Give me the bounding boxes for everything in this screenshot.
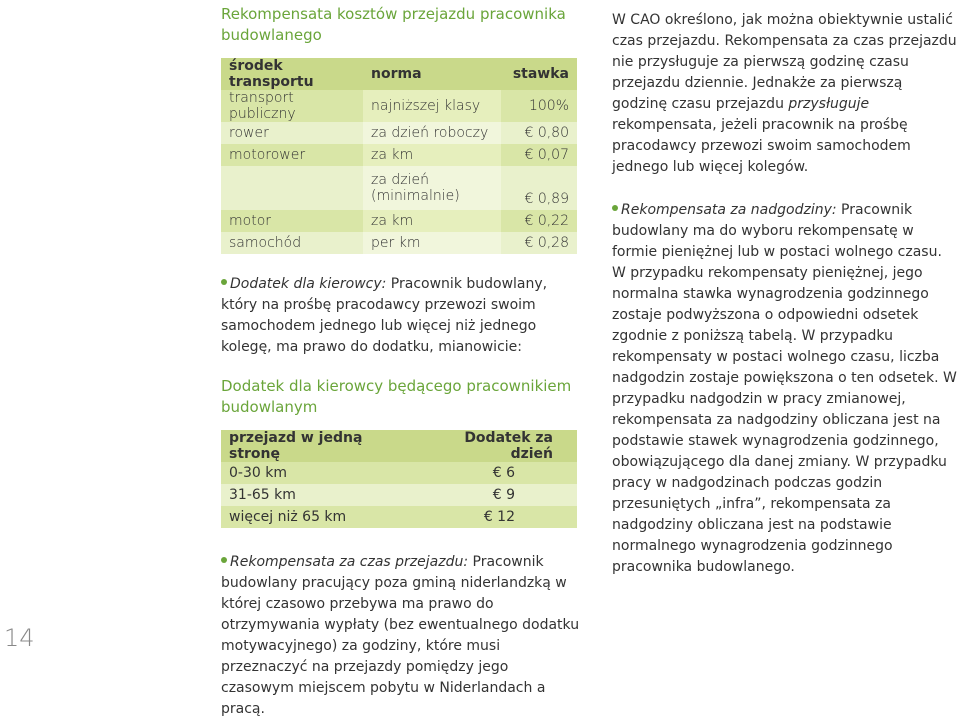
- right-column: [612, 10, 957, 578]
- table-cell: [221, 166, 363, 210]
- table-row: [221, 232, 577, 254]
- driver-bonus-text: Pracownik budowlany, który na prośbę pracodawcy przewozi swoim samochodem jednego lub więcej niż jednego kolegę, ma prawo do dodatku, mianowicie:: [221, 276, 548, 355]
- bullet-icon: [221, 557, 227, 563]
- table-cell: 31-65 km: [221, 484, 421, 506]
- cao-text-b: rekompensata, jeżeli pracownik na prośbę pracodawcy przewozi swoim samochodem jednego lub więcej kolegów.: [612, 117, 911, 175]
- page-number: 14: [4, 624, 35, 652]
- table-cell: więcej niż 65 km: [221, 506, 421, 528]
- travel-time-lead: Rekompensata za czas przejazdu:: [230, 554, 469, 570]
- header-cell: środek transportu: [221, 58, 363, 90]
- table-header-row: [221, 430, 577, 462]
- travel-time-paragraph: [221, 552, 581, 720]
- table-cell: € 0,89: [501, 166, 577, 210]
- table-cell: za km: [363, 210, 501, 232]
- table-cell: € 6: [421, 462, 577, 484]
- table-cell: samochód: [221, 232, 363, 254]
- overtime-text: Pracownik budowlany ma do wyboru rekompensatę w formie pieniężnej lub w postaci wolnego czasu. W przypadku rekompensaty pieniężnej, jego normalna stawka wynagrodzenia godzinnego zostaje podwyższona o odpowiedni odsetek zgodnie z poniższą tabelą. W przypadku rekompensaty w postaci wolnego czasu, liczba nadgodzin zostaje powiększona o ten odsetek. W przypadku nadgodzin w pracy zmianowej, rekompensata za nadgodziny obliczana jest na podstawie stawek wynagrodzenia godzinnego, obowiązującego dla danej zmiany. W przypadku pracy w nadgodzinach podczas godzin przesuniętych „infra”, rekompensata za nadgodziny obliczana jest na podstawie normalnego wynagrodzenia godzinnego pracownika budowlanego.: [612, 202, 957, 575]
- table-cell: € 0,80: [501, 122, 577, 144]
- driver-bonus-paragraph: [221, 274, 581, 358]
- header-cell: Dodatek za dzień: [421, 430, 577, 462]
- cao-paragraph: [612, 10, 957, 178]
- table-row: [221, 210, 577, 232]
- bullet-icon: [612, 205, 618, 211]
- table-cell: za dzień roboczy: [363, 122, 501, 144]
- table-cell: motor: [221, 210, 363, 232]
- table-cell: najniższej klasy: [363, 90, 501, 122]
- cao-text-emphasis: przysługuje: [788, 96, 870, 112]
- table-row: [221, 90, 577, 122]
- table-row: [221, 166, 577, 210]
- transport-rate-table: [221, 58, 577, 254]
- table-header-row: [221, 58, 577, 90]
- table-cell: € 9: [421, 484, 577, 506]
- table-cell: € 0,07: [501, 144, 577, 166]
- table-cell: 0-30 km: [221, 462, 421, 484]
- table-row: [221, 144, 577, 166]
- table-cell: za km: [363, 144, 501, 166]
- overtime-lead: Rekompensata za nadgodziny:: [621, 202, 837, 218]
- travel-time-text: Pracownik budowlany pracujący poza gminą niderlandzką w której czasowo przebywa ma prawo do otrzymywania wypłaty (bez ewentualnego dodatku motywacyjnego) za godziny, które musi przeznaczyć na przejazdy pomiędzy jego czasowym miejscem pobytu w Niderlandach a pracą.: [221, 554, 580, 717]
- driver-bonus-lead: Dodatek dla kierowcy:: [230, 276, 387, 292]
- driver-table-heading: Dodatek dla kierowcy będącego pracownikiem budowlanym: [221, 377, 572, 416]
- table-cell: motorower: [221, 144, 363, 166]
- table-cell: za dzień (minimalnie): [363, 166, 501, 210]
- table-cell: transport publiczny: [221, 90, 363, 122]
- transport-heading: Rekompensata kosztów przejazdu pracownika budowlanego: [221, 5, 566, 44]
- cao-text-a: W CAO określono, jak można obiektywnie ustalić czas przejazdu. Rekompensata za czas przejazdu nie przysługuje za pierwszą godzinę czasu przejazdu dziennie. Jednakże za pierwszą godzinę czasu przejazdu: [612, 12, 957, 112]
- table-row: [221, 484, 577, 506]
- table-cell: rower: [221, 122, 363, 144]
- table-row: [221, 462, 577, 484]
- header-cell: przejazd w jedną stronę: [221, 430, 421, 462]
- table-row: [221, 122, 577, 144]
- table-cell: € 0,28: [501, 232, 577, 254]
- table-row: [221, 506, 577, 528]
- driver-bonus-table: [221, 430, 577, 528]
- header-cell: stawka: [501, 58, 577, 90]
- header-cell: norma: [363, 58, 501, 90]
- left-column: [221, 4, 581, 720]
- bullet-icon: [221, 279, 227, 285]
- table-cell: 100%: [501, 90, 577, 122]
- overtime-paragraph: [612, 200, 957, 578]
- table-cell: € 0,22: [501, 210, 577, 232]
- table-cell: € 12: [421, 506, 577, 528]
- table-cell: per km: [363, 232, 501, 254]
